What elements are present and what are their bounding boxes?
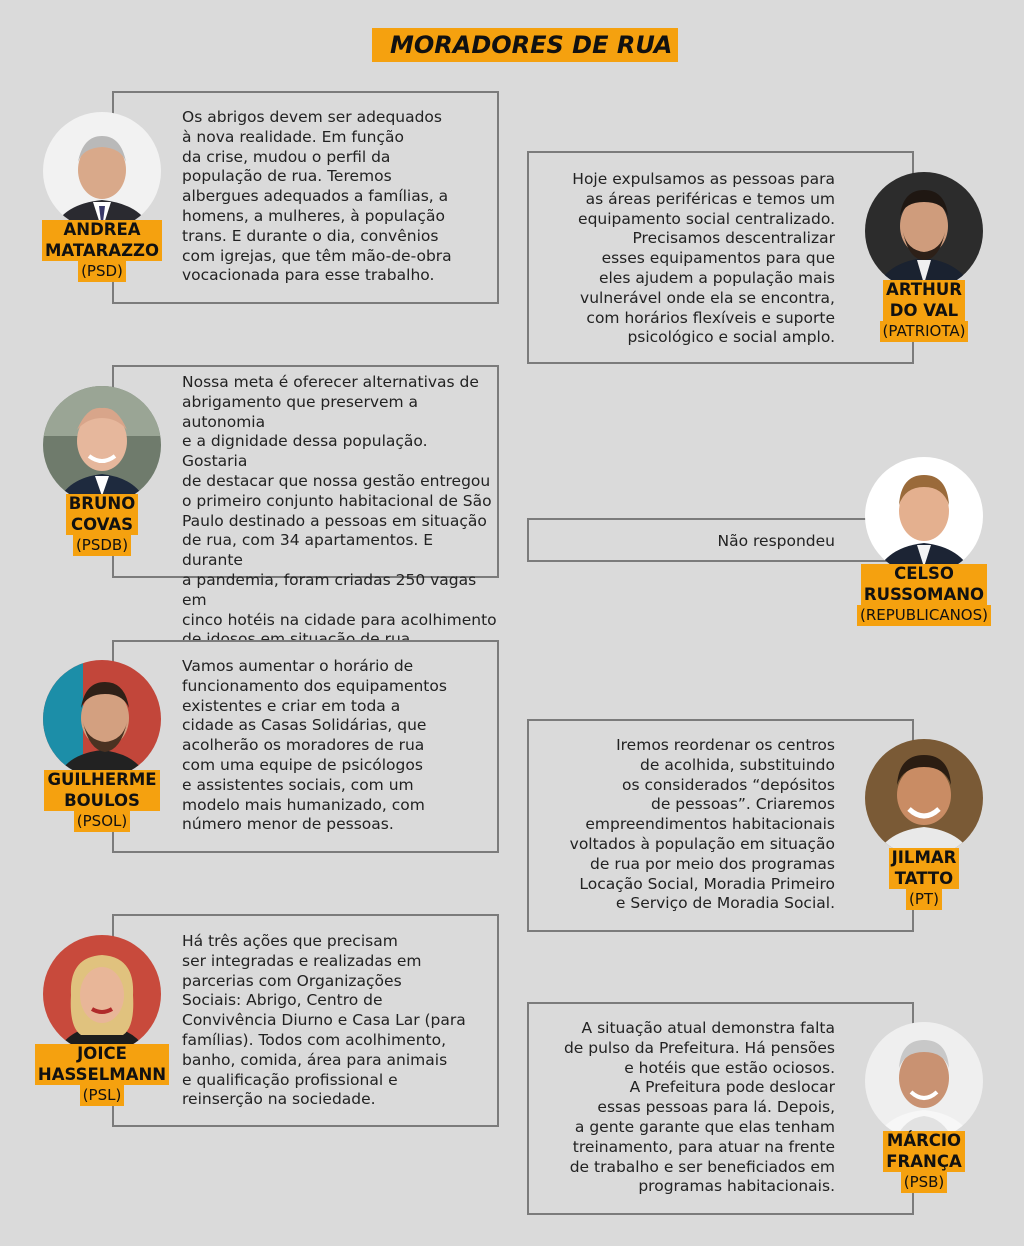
candidate-name: CELSO RUSSOMANO	[861, 564, 987, 605]
candidate-name: MÁRCIO FRANÇA	[883, 1131, 964, 1172]
avatar-arthur-do-val	[865, 172, 983, 290]
candidate-party: (PATRIOTA)	[880, 321, 969, 342]
quote-celso-russomano: Não respondeu	[717, 532, 835, 550]
quote-joice-hasselmann: Há três ações que precisam ser integradas e realizadas em parcerias com Organizações Sociais: Abrigo, Centro de Convivência Diurno e Casa Lar (para famílias). Todos com acolhimento, banho, comida, área para animais e qualificação profissional e reinserção na sociedade.	[182, 932, 466, 1109]
candidate-name: ANDREA MATARAZZO	[42, 220, 162, 261]
candidate-party: (PSL)	[80, 1085, 125, 1106]
candidate-label-celso-russomano	[850, 564, 998, 626]
avatar-marcio-franca	[865, 1022, 983, 1140]
candidate-label-bruno-covas	[43, 494, 161, 556]
candidate-party: (PT)	[906, 889, 942, 910]
candidate-label-jilmar-tatto	[865, 848, 983, 910]
quote-arthur-do-val: Hoje expulsamos as pessoas para as áreas periféricas e temos um equipamento social centralizado. Precisamos descentralizar esses equipamentos para que eles ajudem a população mais vulnerável onde ela se encontra, com horários flexíveis e suporte psicológico e social amplo.	[572, 170, 835, 347]
candidate-name: BRUNO COVAS	[66, 494, 139, 535]
avatar-bruno-covas	[43, 386, 161, 504]
candidate-name: JOICE HASSELMANN	[35, 1044, 169, 1085]
avatar-guilherme-boulos	[43, 660, 161, 778]
avatar-andrea-matarazzo	[43, 112, 161, 230]
candidate-label-joice-hasselmann	[37, 1044, 167, 1106]
candidate-label-marcio-franca	[865, 1131, 983, 1193]
quote-bruno-covas: Nossa meta é oferecer alternativas de abrigamento que preservem a autonomia e a dignidade dessa população. Gostaria de destacar que nossa gestão entregou o primeiro conjunto habitacional de São Paulo destinado a pessoas em situação de rua, com 34 apartamentos. E durante a pandemia, foram criadas 250 vagas em cinco hotéis na cidade para acolhimento	[182, 373, 497, 629]
candidate-party: (PSOL)	[74, 811, 130, 832]
candidate-party: (REPUBLICANOS)	[857, 605, 991, 626]
avatar-celso-russomano	[865, 457, 983, 575]
candidate-label-arthur-do-val	[855, 280, 993, 342]
candidate-label-guilherme-boulos	[43, 770, 161, 832]
quote-marcio-franca: A situação atual demonstra falta de pulso da Prefeitura. Há pensões e hotéis que estão ociosos. A Prefeitura pode deslocar essas pessoas para lá. Depois, a gente garante que elas tenham treinamento, para atuar na frente de trabalho e ser beneficiados em programas habitacionais.	[563, 1019, 835, 1196]
quote-andrea-matarazzo: Os abrigos devem ser adequados à nova realidade. Em função da crise, mudou o perfil da população de rua. Teremos albergues adequados a famílias, a homens, a mulheres, à população trans. E durante o dia, convênios com igrejas, que têm mão-de-obra vocacionada para esse trabalho.	[182, 108, 452, 285]
candidate-party: (PSD)	[78, 261, 126, 282]
avatar-jilmar-tatto	[865, 739, 983, 857]
candidate-label-andrea-matarazzo	[43, 220, 161, 282]
avatar-joice-hasselmann	[43, 935, 161, 1053]
candidate-name: GUILHERME BOULOS	[44, 770, 159, 811]
page-title: MORADORES DE RUA	[372, 28, 678, 62]
quote-jilmar-tatto: Iremos reordenar os centros de acolhida, substituindo os considerados “depósitos de pessoas”. Criaremos empreendimentos habitacionais voltados à população em situação de rua por meio dos programas Locação Social, Moradia Primeiro e Serviço de Moradia Social.	[569, 736, 835, 913]
candidate-party: (PSB)	[901, 1172, 948, 1193]
candidate-name: JILMAR TATTO	[889, 848, 960, 889]
candidate-party: (PSDB)	[73, 535, 131, 556]
quote-guilherme-boulos: Vamos aumentar o horário de funcionamento dos equipamentos existentes e criar em toda a cidade as Casas Solidárias, que acolherão os moradores de rua com uma equipe de psicólogos e assistentes sociais, com um modelo mais humanizado, com número menor de pessoas.	[182, 657, 447, 834]
candidate-name: ARTHUR DO VAL	[883, 280, 965, 321]
